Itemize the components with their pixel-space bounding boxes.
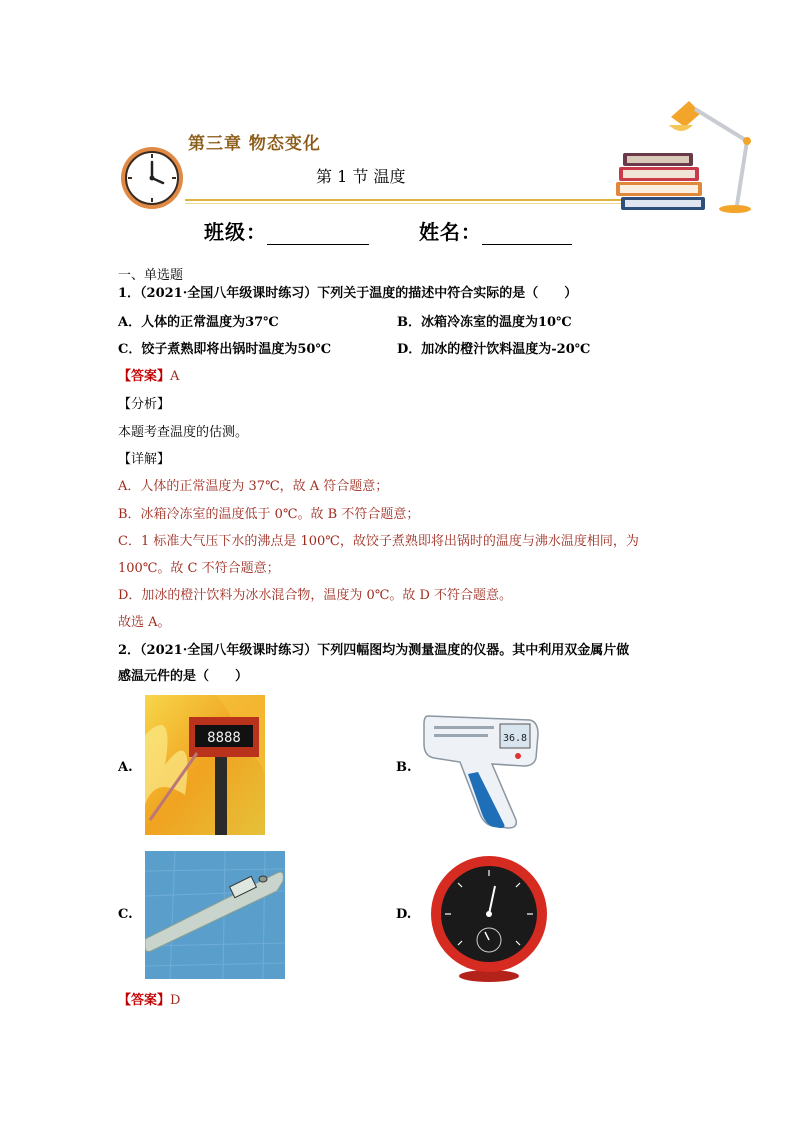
dial-thermometer-image [425, 856, 553, 984]
q2-image-d [425, 856, 553, 984]
q2-stem-line2: 感温元件的是（ ） [118, 669, 249, 684]
q1-detail-line: B．冰箱冷冻室的温度低于 0℃。故 B 不符合题意； [118, 507, 420, 522]
q2-answer [118, 992, 180, 1010]
q1-detail-line: 100℃。故 C 不符合题意； [118, 561, 280, 576]
answer-value: A [170, 369, 180, 384]
part-title: 一、单选题 [118, 268, 184, 283]
infrared-gun-display: 36.8 [502, 733, 528, 744]
section-title: 第 1 节 温度 [316, 167, 406, 186]
q1-answer [118, 368, 179, 386]
q1-analysis: 本题考查温度的估测。 [118, 425, 249, 440]
infrared-gun-image [420, 708, 542, 830]
q1-option-c: C．饺子煮熟即将出锅时温度为50℃ [118, 342, 332, 357]
q2-label-d: D. [396, 907, 412, 922]
answer-tag: 【答案】 [118, 993, 171, 1008]
q1-conclusion: 故选 A。 [118, 615, 171, 630]
q1-detail-line: A．人体的正常温度为 37℃，故 A 符合题意； [118, 479, 389, 494]
q1-detail-tag: 【详解】 [118, 452, 171, 467]
name-blank[interactable] [482, 224, 572, 245]
q2-stem-line1: 2．（2021·全国八年级课时练习）下列四幅图均为测量温度的仪器。其中利用双金属片做 [118, 643, 630, 658]
q2-label-c: C. [118, 907, 133, 922]
digital-thermometer-image [145, 851, 285, 979]
answer-tag: 【答案】 [118, 369, 171, 384]
q1-option-a: A．人体的正常温度为37℃ [118, 315, 279, 330]
thermocouple-image [145, 695, 265, 835]
thermocouple-display: 8888 [207, 730, 241, 746]
q2-image-c [145, 851, 285, 979]
q1-detail-line: C．1 标准大气压下水的沸点是 100℃，故饺子煮熟即将出锅时的温度与沸水温度相同，为 [118, 534, 639, 549]
q2-label-b: B. [396, 760, 412, 775]
chapter-title: 第三章 物态变化 [188, 134, 321, 154]
class-label: 班级： [204, 220, 267, 244]
header-rule-thin [185, 203, 625, 204]
q1-analysis-tag: 【分析】 [118, 397, 171, 412]
header-rule [185, 199, 625, 201]
q1-detail-line: D．加冰的橙汁饮料为冰水混合物，温度为 0℃。故 D 不符合题意。 [118, 588, 513, 603]
answer-value: D [170, 993, 181, 1008]
class-blank[interactable] [267, 224, 369, 245]
q2-image-a [145, 695, 265, 835]
q1-option-d: D．加冰的橙汁饮料温度为-20℃ [397, 342, 591, 357]
clock-icon [119, 145, 185, 211]
header-banner [115, 95, 755, 220]
lamp-icon [667, 95, 757, 217]
q1-option-b: B．冰箱冷冻室的温度为10℃ [397, 315, 572, 330]
q2-label-a: A. [118, 760, 133, 775]
name-label: 姓名： [418, 220, 482, 244]
q1-stem: 1．（2021·全国八年级课时练习）下列关于温度的描述中符合实际的是（ ） [118, 286, 578, 301]
q2-image-b [420, 708, 542, 830]
class-name-row [204, 216, 572, 245]
